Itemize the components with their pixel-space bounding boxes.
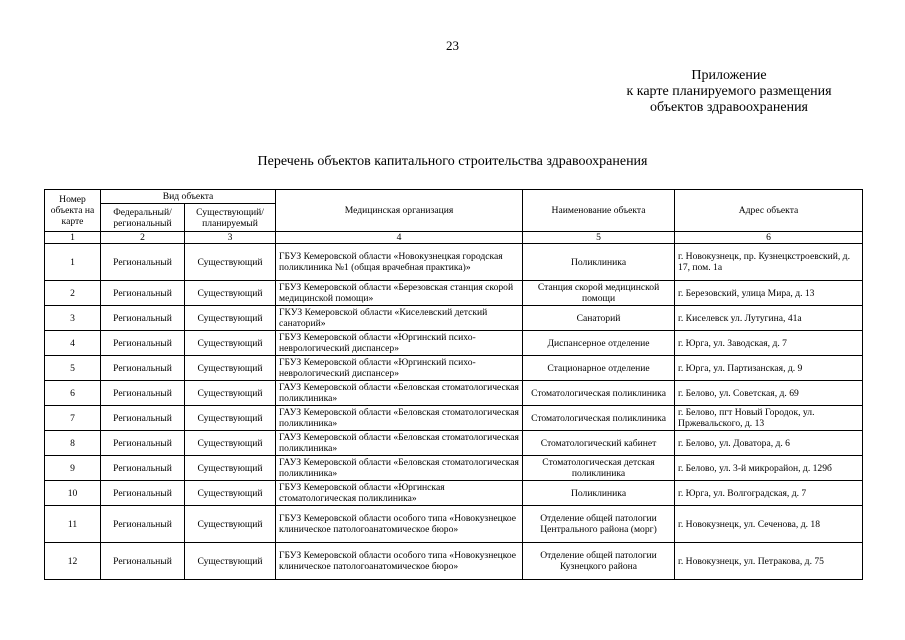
cell-address: г. Новокузнецк, пр. Кузнецкстроевский, д. 17, пом. 1а [675, 244, 863, 281]
cell-address: г. Белово, ул. Доватора, д. 6 [675, 431, 863, 456]
cell-address: г. Березовский, улица Мира, д. 13 [675, 281, 863, 306]
header-federal-regional: Федеральный/ региональный [101, 204, 185, 232]
cell-address: г. Новокузнецк, ул. Петракова, д. 75 [675, 543, 863, 580]
appendix-line-2: к карте планируемого размещения [626, 84, 832, 99]
cell-level: Региональный [101, 331, 185, 356]
cell-status: Существующий [185, 244, 276, 281]
cell-address: г. Белово, пгт Новый Городок, ул. Пржевальского, д. 13 [675, 406, 863, 431]
cell-number: 8 [45, 431, 101, 456]
cell-address: г. Юрга, ул. Волгоградская, д. 7 [675, 481, 863, 506]
cell-object-name: Стоматологическая детская поликлиника [523, 456, 675, 481]
column-number: 6 [675, 232, 863, 244]
table-row [45, 356, 863, 381]
cell-number: 3 [45, 306, 101, 331]
cell-number: 9 [45, 456, 101, 481]
cell-organization: ГБУЗ Кемеровской области «Березовская станция скорой медицинской помощи» [276, 281, 523, 306]
cell-status: Существующий [185, 456, 276, 481]
column-number: 5 [523, 232, 675, 244]
cell-status: Существующий [185, 543, 276, 580]
header-object-kind: Вид объекта [101, 190, 276, 204]
cell-number: 11 [45, 506, 101, 543]
cell-status: Существующий [185, 281, 276, 306]
table-row [45, 406, 863, 431]
cell-organization: ГАУЗ Кемеровской области «Беловская стоматологическая поликлиника» [276, 456, 523, 481]
table-row [45, 543, 863, 580]
cell-status: Существующий [185, 431, 276, 456]
table-row [45, 481, 863, 506]
cell-level: Региональный [101, 244, 185, 281]
cell-organization: ГКУЗ Кемеровской области «Киселевский детский санаторий» [276, 306, 523, 331]
cell-organization: ГБУЗ Кемеровской области особого типа «Новокузнецкое клиническое патологоанатомическое бюро» [276, 543, 523, 580]
header-medical-organization: Медицинская организация [276, 190, 523, 232]
cell-organization: ГБУЗ Кемеровской области «Юргинский психо-неврологический диспансер» [276, 331, 523, 356]
cell-object-name: Станция скорой медицинской помощи [523, 281, 675, 306]
cell-organization: ГАУЗ Кемеровской области «Беловская стоматологическая поликлиника» [276, 431, 523, 456]
cell-address: г. Новокузнецк, ул. Сеченова, д. 18 [675, 506, 863, 543]
table-row [45, 331, 863, 356]
cell-object-name: Стоматологическая поликлиника [523, 406, 675, 431]
cell-object-name: Отделение общей патологии Центрального района (морг) [523, 506, 675, 543]
header-object-number: Номер объекта на карте [45, 190, 101, 232]
cell-level: Региональный [101, 356, 185, 381]
cell-level: Региональный [101, 481, 185, 506]
cell-level: Региональный [101, 381, 185, 406]
cell-number: 2 [45, 281, 101, 306]
cell-status: Существующий [185, 406, 276, 431]
cell-number: 1 [45, 244, 101, 281]
appendix-line-3: объектов здравоохранения [649, 100, 808, 115]
cell-level: Региональный [101, 456, 185, 481]
cell-object-name: Стационарное отделение [523, 356, 675, 381]
cell-object-name: Диспансерное отделение [523, 331, 675, 356]
cell-status: Существующий [185, 331, 276, 356]
cell-level: Региональный [101, 431, 185, 456]
cell-level: Региональный [101, 281, 185, 306]
cell-level: Региональный [101, 306, 185, 331]
cell-number: 7 [45, 406, 101, 431]
cell-address: г. Юрга, ул. Партизанская, д. 9 [675, 356, 863, 381]
table-row [45, 281, 863, 306]
cell-organization: ГАУЗ Кемеровской области «Беловская стоматологическая поликлиника» [276, 381, 523, 406]
table-row [45, 456, 863, 481]
header-object-address: Адрес объекта [675, 190, 863, 232]
table-row [45, 431, 863, 456]
cell-status: Существующий [185, 356, 276, 381]
header-existing-planned: Существующий/ планируемый [185, 204, 276, 232]
cell-organization: ГАУЗ Кемеровской области «Беловская стоматологическая поликлиника» [276, 406, 523, 431]
cell-object-name: Санаторий [523, 306, 675, 331]
cell-organization: ГБУЗ Кемеровской области особого типа «Новокузнецкое клиническое патологоанатомическое бюро» [276, 506, 523, 543]
table-row [45, 244, 863, 281]
cell-number: 12 [45, 543, 101, 580]
cell-object-name: Поликлиника [523, 481, 675, 506]
cell-number: 10 [45, 481, 101, 506]
appendix-caption [600, 68, 858, 116]
header-column-numbers [45, 232, 863, 244]
document-title: Перечень объектов капитального строительства здравоохранения [257, 154, 648, 169]
cell-object-name: Поликлиника [523, 244, 675, 281]
cell-organization: ГБУЗ Кемеровской области «Юргинский психо-неврологический диспансер» [276, 356, 523, 381]
cell-number: 6 [45, 381, 101, 406]
objects-table [44, 189, 863, 580]
cell-level: Региональный [101, 506, 185, 543]
cell-number: 4 [45, 331, 101, 356]
table-row [45, 506, 863, 543]
column-number: 2 [101, 232, 185, 244]
cell-status: Существующий [185, 506, 276, 543]
cell-status: Существующий [185, 306, 276, 331]
column-number: 3 [185, 232, 276, 244]
cell-address: г. Юрга, ул. Заводская, д. 7 [675, 331, 863, 356]
header-row-1 [45, 190, 863, 204]
page-number: 23 [446, 38, 459, 53]
cell-address: г. Киселевск ул. Лутугина, 41а [675, 306, 863, 331]
cell-object-name: Стоматологический кабинет [523, 431, 675, 456]
cell-level: Региональный [101, 543, 185, 580]
cell-level: Региональный [101, 406, 185, 431]
cell-address: г. Белово, ул. Советская, д. 69 [675, 381, 863, 406]
cell-status: Существующий [185, 481, 276, 506]
cell-address: г. Белово, ул. 3-й микрорайон, д. 129б [675, 456, 863, 481]
table-row [45, 306, 863, 331]
column-number: 4 [276, 232, 523, 244]
table-row [45, 381, 863, 406]
header-object-name: Наименование объекта [523, 190, 675, 232]
appendix-line-1: Приложение [691, 68, 767, 83]
column-number: 1 [45, 232, 101, 244]
cell-object-name: Отделение общей патологии Кузнецкого района [523, 543, 675, 580]
cell-number: 5 [45, 356, 101, 381]
cell-status: Существующий [185, 381, 276, 406]
cell-organization: ГБУЗ Кемеровской области «Юргинская стоматологическая поликлиника» [276, 481, 523, 506]
cell-organization: ГБУЗ Кемеровской области «Новокузнецкая городская поликлиника №1 (общая врачебная практика)» [276, 244, 523, 281]
cell-object-name: Стоматологическая поликлиника [523, 381, 675, 406]
